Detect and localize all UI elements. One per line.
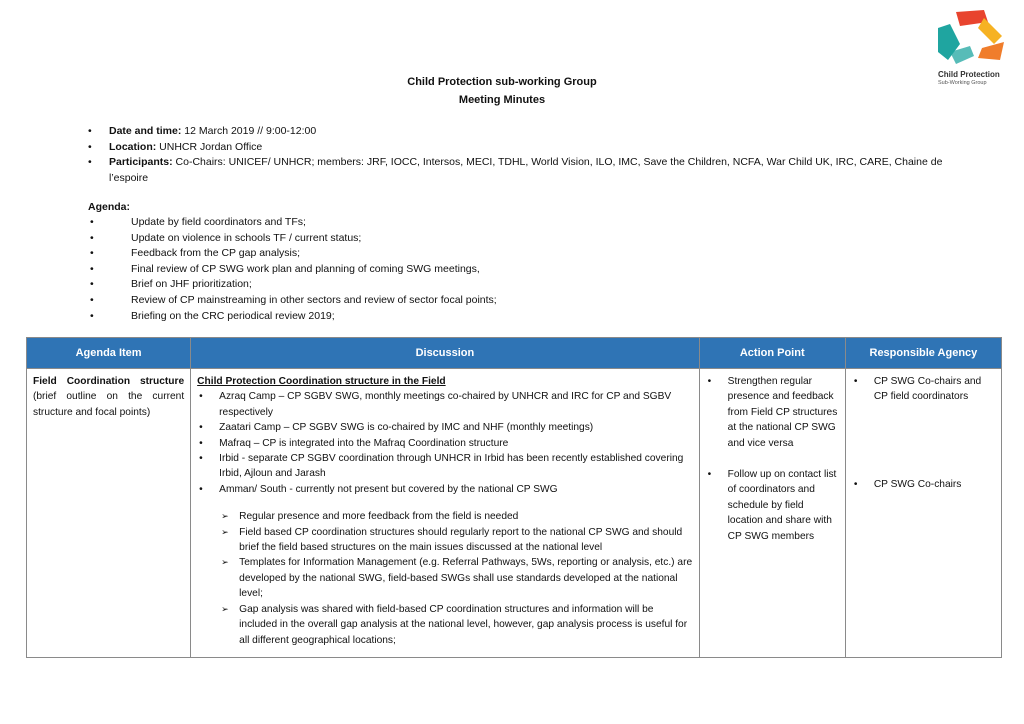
participants-label: Participants: [109, 156, 173, 168]
agenda-item-cell [27, 369, 191, 658]
agenda-item-description: (brief outline on the current structure and focal points) [33, 391, 185, 418]
list-item: ➢ Field based CP coordination structures should regularly report to the national CP SWG and should brief the field based structures on the main issues discussed at the national level [197, 525, 693, 556]
list-item: • Amman/ South - currently not present but covered by the national CP SWG [197, 482, 693, 497]
list-item: • Mafraq – CP is integrated into the Mafraq Coordination structure [197, 436, 693, 451]
location-label: Location: [109, 140, 157, 153]
agenda-item: • Brief on JHF prioritization; [88, 277, 948, 293]
agenda-item: • Update by field coordinators and TFs; [88, 215, 948, 231]
logo-title: Child Protection [938, 70, 1000, 79]
list-item: • Azraq Camp – CP SGBV SWG, monthly meetings co-chaired by UNHCR and IRC for CP and SGBV respectively [197, 389, 693, 420]
responsible-agency-cell [845, 369, 1001, 658]
logo-subtitle: Sub-Working Group [938, 80, 987, 86]
agenda-item-title: Field Coordination structure [33, 376, 185, 387]
document-subtitle: Meeting Minutes [458, 94, 546, 106]
header-discussion: Discussion [191, 338, 700, 369]
hands-logo-icon [934, 8, 1010, 70]
agenda-item: • Feedback from the CP gap analysis; [88, 246, 948, 262]
meeting-details [88, 124, 948, 186]
participants-row [88, 155, 948, 186]
agenda-item: • Final review of CP SWG work plan and planning of coming SWG meetings, [88, 262, 948, 278]
location-value: UNHCR Jordan Office [156, 140, 263, 153]
agenda-item: • Briefing on the CRC periodical review 2019; [88, 309, 948, 325]
action-point: • Strengthen regular presence and feedback from Field CP structures at the national CP SWG and vice versa [706, 374, 839, 451]
date-label: Date and time: [109, 125, 182, 137]
list-item: • Irbid - separate CP SGBV coordination through UNHCR in Irbid has been recently established covering Irbid, Ajloun and Jarash [197, 451, 693, 482]
agenda-item: • Update on violence in schools TF / current status; [88, 231, 948, 247]
responsible-agency: • CP SWG Co-chairs and CP field coordinators [852, 374, 995, 405]
action-point-cell [699, 369, 845, 658]
discussion-points [197, 509, 693, 648]
header-action-point: Action Point [699, 338, 845, 369]
date-time-row [88, 124, 948, 140]
location-row [88, 140, 948, 156]
action-point: • Follow up on contact list of coordinators and schedule by field location and share with CP SWG members [706, 467, 839, 544]
agenda-section [88, 200, 948, 324]
discussion-bullets [197, 389, 693, 497]
list-item: • Zaatari Camp – CP SGBV SWG is co-chaired by IMC and NHF (monthly meetings) [197, 420, 693, 435]
list-item: ➢ Gap analysis was shared with field-based CP coordination structures and information will be included in the overall gap analysis at the national level, however, gap analysis process is useful for all different geographical locations; [197, 602, 693, 648]
discussion-heading: Child Protection Coordination structure in the Field [197, 376, 446, 387]
table-header-row [27, 338, 1002, 369]
header-responsible-agency: Responsible Agency [845, 338, 1001, 369]
header-agenda-item: Agenda Item [27, 338, 191, 369]
discussion-cell [191, 369, 700, 658]
responsible-agency: • CP SWG Co-chairs [852, 477, 995, 492]
date-value: 12 March 2019 // 9:00-12:00 [181, 125, 317, 137]
document-title: Child Protection sub-working Group [407, 76, 597, 88]
table-row [27, 369, 1002, 658]
agenda-title: Agenda: [88, 201, 130, 213]
participants-value: Co-Chairs: UNICEF/ UNHCR; members: JRF, IOCC, Intersos, MECI, TDHL, World Vision, ILO, IMC, Save the Children, NCFA, War Child UK, IRC, CARE, Chaine de l’espoire [109, 156, 943, 184]
list-item: ➢ Templates for Information Management (e.g. Referral Pathways, 5Ws, reporting or analysis, etc.) are developed by the national SWG, field-based SWGs shall use standards developed at the national level; [197, 555, 693, 601]
minutes-table [26, 337, 1002, 658]
list-item: ➢ Regular presence and more feedback from the field is needed [197, 509, 693, 524]
agenda-item: • Review of CP mainstreaming in other sectors and review of sector focal points; [88, 293, 948, 309]
